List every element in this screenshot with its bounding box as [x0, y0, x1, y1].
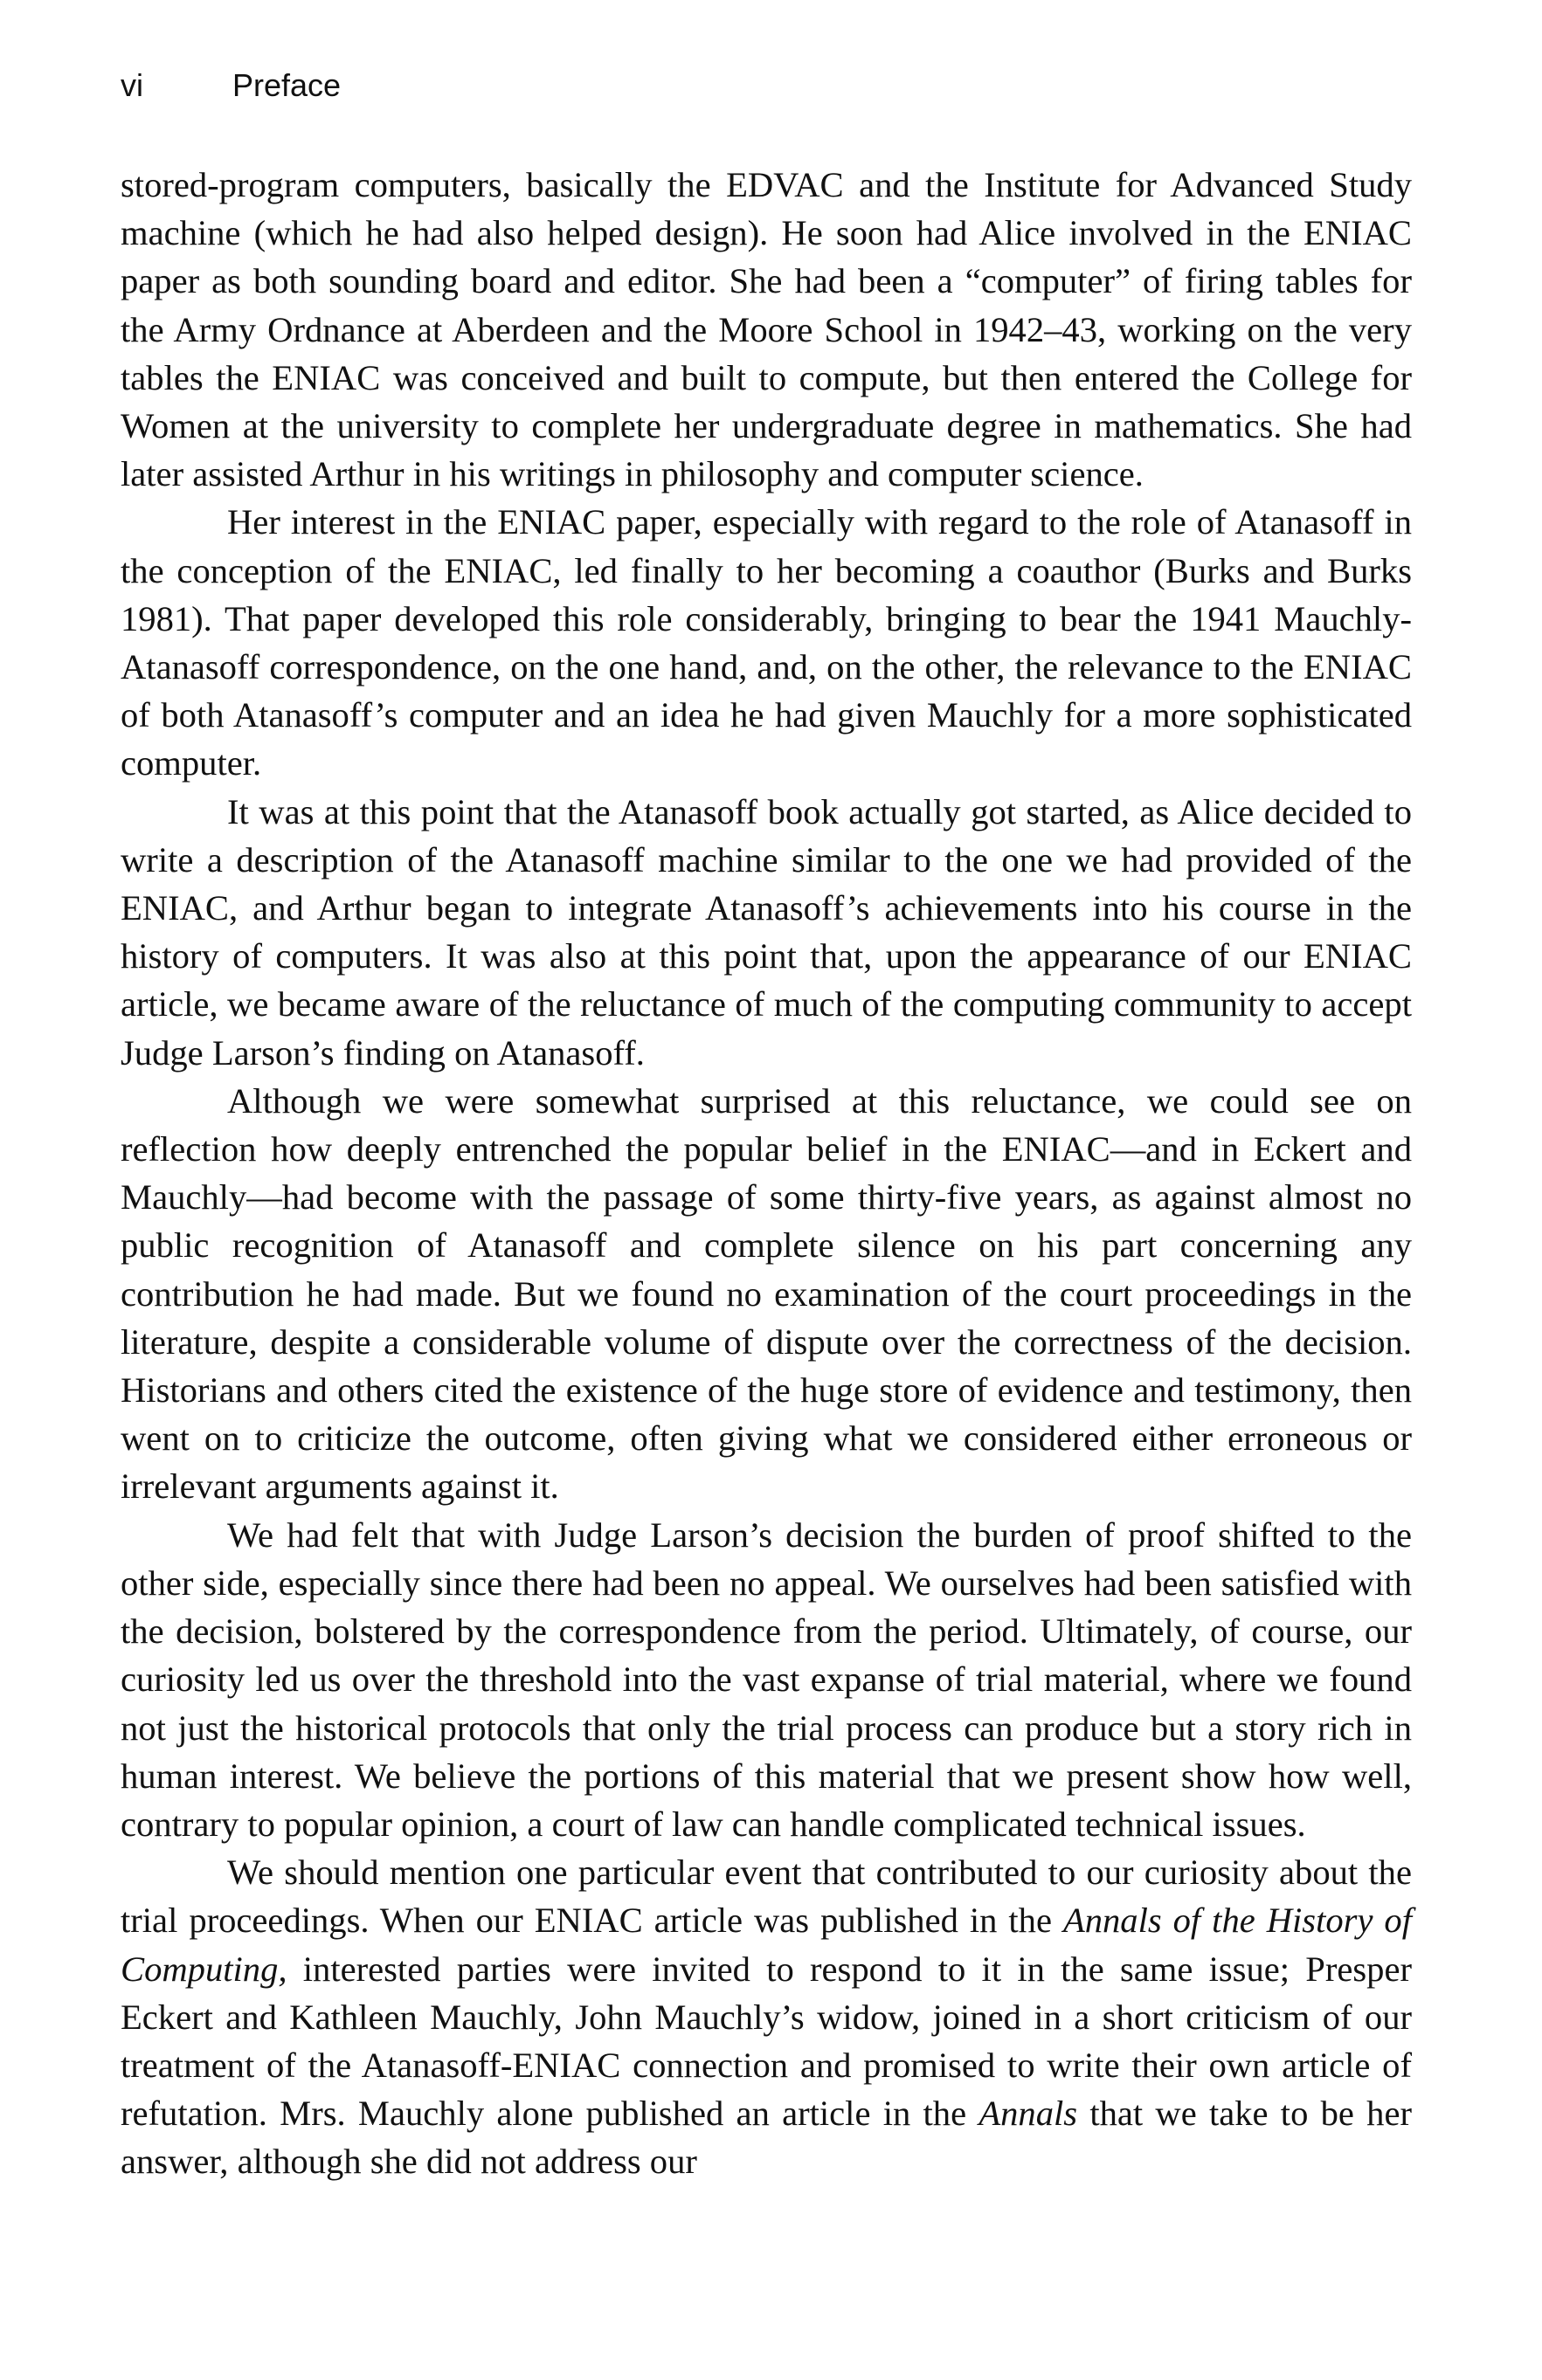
italic-title: Annals [978, 2094, 1078, 2134]
paragraph [121, 1511, 1412, 1848]
paragraph [121, 1077, 1412, 1511]
paragraph [121, 1848, 1412, 2185]
text-run: Although we were somewhat surprised at this reluctance, we could see on reflection how deeply entrenched the popular belief in the ENIAC—and in Eckert and Mauchly—had become with the passage of some thirty-five years, as against almost no public recognition of Atanasoff and complete silence on his part concerning any contribution he had made. But we found no examination of the court proceedings in the literature, despite a considerable volume of dispute over the correctness of the decision. Historians and others cited the existence of the huge store of evidence and testimony, then went on to criticize the outcome, often giving what we considered either erroneous or irrelevant arguments against it. [121, 1080, 1412, 1507]
text-run: Her interest in the ENIAC paper, especially with regard to the role of Atanasoff in the conception of the ENIAC, led finally to her becoming a coauthor (Burks and Burks 1981). That paper developed this role considerably, bringing to bear the 1941 Mauchly-Atanasoff correspondence, on the one hand, and, on the other, the relevance to the ENIAC of both Atanasoff’s computer and an idea he had given Mauchly for a more sophisticated computer. [121, 502, 1412, 783]
section-title: Preface [232, 67, 342, 103]
text-run: It was at this point that the Atanasoff book actually got started, as Alice decided to write a description of the Atanasoff machine similar to the one we had provided of the ENIAC, and Arthur began to integrate Atanasoff’s achievements into his course in the history of computers. It was also at this point that, upon the appearance of our ENIAC article, we became aware of the reluctance of much of the computing community to accept Judge Larson’s finding on Atanasoff. [121, 791, 1412, 1073]
text-run: stored-program computers, basically the EDVAC and the Institute for Advanced Study machine (which he had also helped design). He soon had Alice involved in the ENIAC paper as both sounding board and editor. She had been a “computer” of firing tables for the Army Ordnance at Aberdeen and the Moore School in 1942–43, working on the very tables the ENIAC was conceived and built to compute, but then entered the College for Women at the university to complete her undergraduate degree in mathematics. She had later assisted Arthur in his writings in philosophy and computer science. [121, 165, 1412, 494]
italic-title: Annals of the History of Computing, [121, 1901, 1412, 1989]
running-head [121, 68, 341, 103]
paragraph [121, 161, 1412, 498]
text-run: interested parties were invited to respond to it in the same issue; Presper Eckert and Kathleen Mauchly, John Mauchly’s widow, joined in a short criticism of our treatment of the Atanasoff-ENIAC connection and promised to write their own article of refutation. Mrs. Mauchly alone published an article in the [121, 1949, 1412, 2134]
text-run: We should mention one particular event that contributed to our curiosity about the trial proceedings. When our ENIAC article was published in the [121, 1852, 1412, 1941]
paragraph [121, 498, 1412, 787]
paragraph [121, 788, 1412, 1077]
text-run: We had felt that with Judge Larson’s decision the burden of proof shifted to the other side, especially since there had been no appeal. We ourselves had been satisfied with the decision, bolstered by the correspondence from the period. Ultimately, of course, our curiosity led us over the threshold into the vast expanse of trial material, where we found not just the historical protocols that only the trial process can produce but a story rich in human interest. We believe the portions of this material that we present show how well, contrary to popular opinion, a court of law can handle complicated technical issues. [121, 1514, 1412, 1844]
page-number: vi [121, 67, 143, 103]
body-text [121, 161, 1412, 2186]
text-run: that we take to be her answer, although she did not address our [121, 2094, 1412, 2182]
